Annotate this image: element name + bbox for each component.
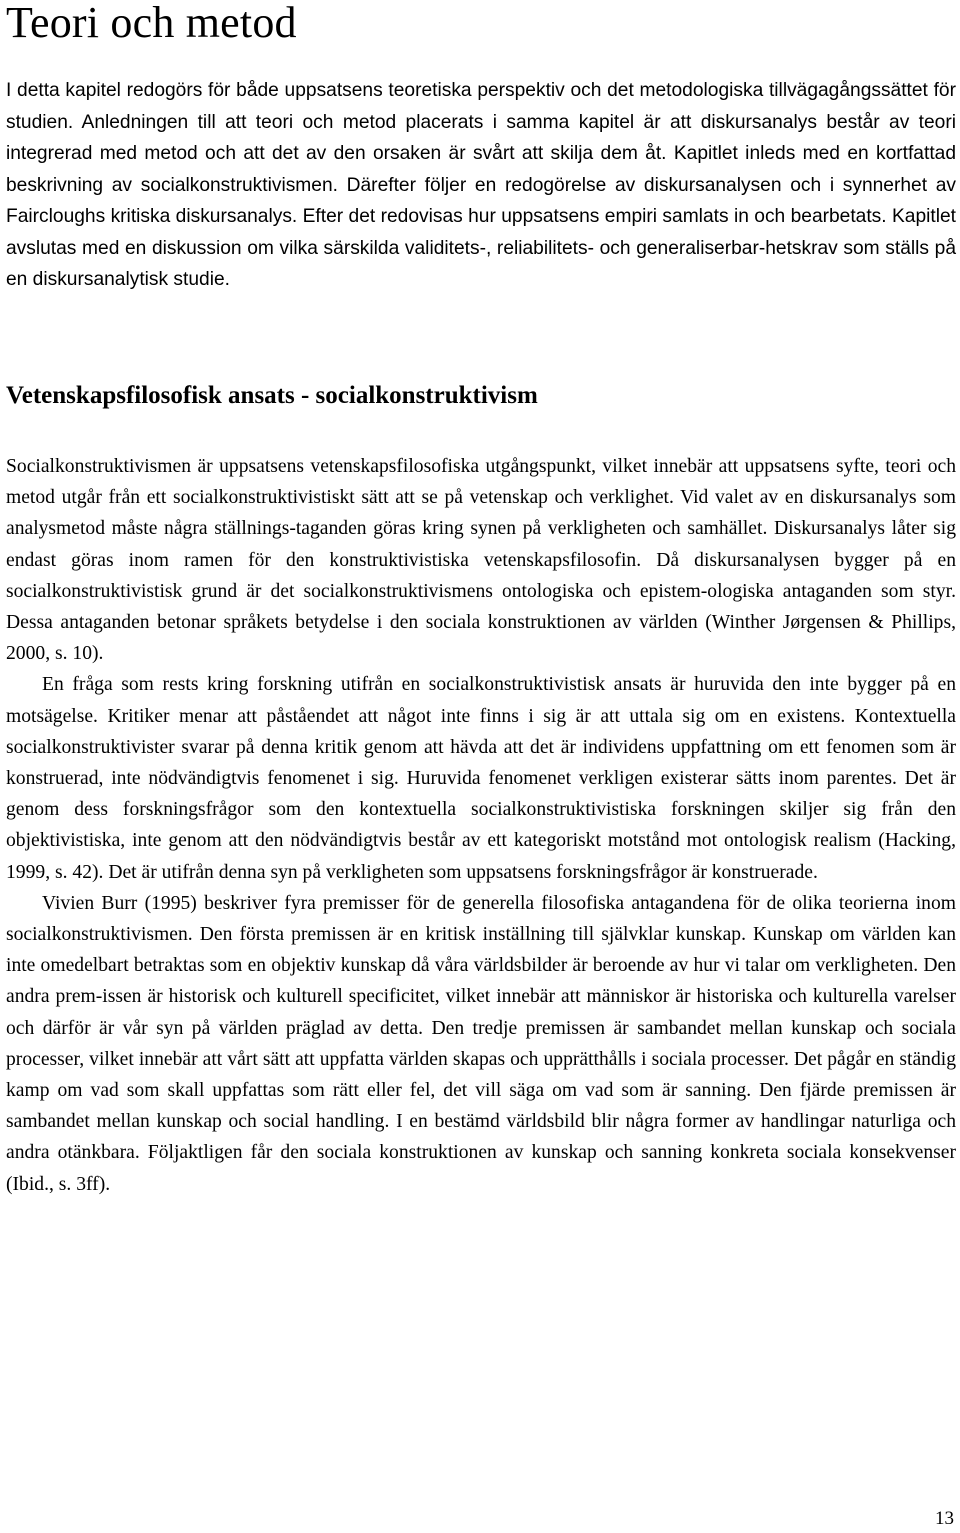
chapter-intro — [6, 75, 956, 296]
page-number: 13 — [935, 1508, 954, 1529]
chapter-title: Teori och metod — [6, 0, 297, 47]
body-paragraph-3: Vivien Burr (1995) beskriver fyra premisser för de generella filosofiska antagandena för de olika teorierna inom socialkonstruktivismen. Den första premissen är en kritisk inställning till självklar kunskap. Kunskap om världen kan inte omedelbart betraktas som en objektiv kunskap då våra världsbilder är beroende av hur vi talar om verkligheten. Den andra prem-issen är historisk och kulturell specificitet, vilket innebär att människor är historiska och kulturella varelser och därför är vår syn på världen präglad av detta. Den tredje premissen är sambandet mellan kunskap och sociala processer, vilket innebär att vårt sätt att uppfatta världen skapas och upprätthålls i sociala processer. Det pågår en ständig kamp om vad som skall uppfattas som rätt eller fel, det vill säga om vad som är sanning. Den fjärde premissen är sambandet mellan kunskap och social handling. I en bestämd världsbild blir några former av handlingar naturliga och andra otänkbara. Följaktligen får den sociala konstruktionen av kunskap och sanning konkreta sociala konsekvenser (Ibid., s. 3ff). — [6, 892, 956, 1195]
body-paragraph-2: En fråga som rests kring forskning utifrån en socialkonstruktivistisk ansats är huruvida den inte bygger på en motsägelse. Kritiker menar att påståendet att något inte finns i sig är att uttala sig om en existens. Kontextuella socialkonstruktivister svarar på denna kritik genom att hävda att det är individens uppfattning om ett fenomen som är konstruerad, inte nödvändigtvis fenomenet i sig. Huruvida fenomenet verkligen existerar sätts inom parentes. Det är genom dess forskningsfrågor som den kontextuella socialkonstruktivistiska forskningen skiljer sig från den objektivistiska, inte genom att den nödvändigtvis består av ett kategoriskt motstånd mot ontologisk realism (Hacking, 1999, s. 42). Det är utifrån denna syn på verkligheten som uppsatsens forskningsfrågor är konstruerade. — [6, 674, 956, 883]
intro-paragraph: I detta kapitel redogörs för både uppsatsens teoretiska perspektiv och det metodologiska tillvägagångssättet för studien. Anledningen till att teori och metod placerats i samma kapitel är att diskursanalys består av teori integrerad med metod och att det av den orsaken är svårt att skilja dem åt. Kapitlet inleds med en kortfattad beskrivning av socialkonstruktivismen. Därefter följer en redogörelse av diskursanalysen och i synnerhet av Faircloughs kritiska diskursanalys. Efter det redovisas hur uppsatsens empiri samlats in och bearbetats. Kapitlet avslutas med en diskussion om vilka särskilda validitets-, reliabilitets- och generaliserbar-hetskrav som ställs på en diskursanalytisk studie. — [6, 80, 956, 290]
section-body — [6, 451, 956, 1200]
section-heading: Vetenskapsfilosofisk ansats - socialkonstruktivism — [6, 382, 538, 409]
body-paragraph-1: Socialkonstruktivismen är uppsatsens vetenskapsfilosofiska utgångspunkt, vilket innebär att uppsatsens syfte, teori och metod utgår från ett socialkonstruktivistiskt sätt att se på vetenskap och verklighet. Vid valet av en diskursanalys som analysmetod måste några ställnings-taganden göras kring synen på verkligheten och samhället. Diskursanalys låter sig endast göras inom ramen för den konstruktivistiska vetenskapsfilosofin. Då diskursanalysen bygger på en socialkonstruktivistisk grund är det socialkonstruktivismens ontologiska och epistem-ologiska antaganden som styr. Dessa antaganden betonar språkets betydelse i den sociala konstruktionen av världen (Winther Jørgensen & Phillips, 2000, s. 10). — [6, 456, 956, 665]
